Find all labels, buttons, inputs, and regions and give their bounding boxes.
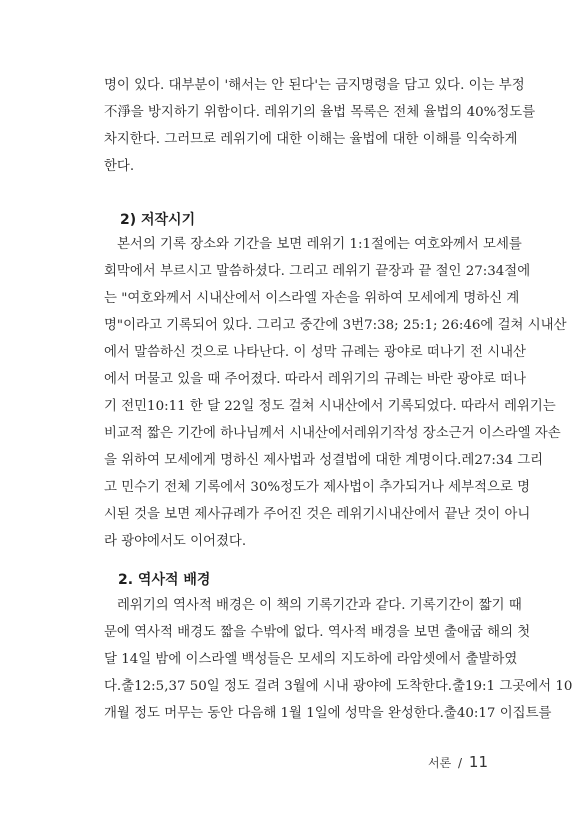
section-heading: 2. 역사적 배경 [118, 572, 211, 588]
paragraph-line: 회막에서 부르시고 말씀하셨다. 그리고 레위기 끝장과 끝 절인 27:34절에 [104, 264, 531, 279]
footer-section-label: 서론 [428, 756, 452, 770]
paragraph-line: 에서 머물고 있을 때 주어졌다. 따라서 레위기의 규례는 바란 광야로 떠나 [104, 372, 526, 387]
paragraph-line: 不淨을 방지하기 위함이다. 레위기의 율법 목록은 전체 율법의 40%정도를 [104, 105, 536, 120]
paragraph-line: 비교적 짧은 기간에 하나님께서 시내산에서레위기작성 장소근거 이스라엘 자손 [104, 426, 561, 441]
page-number: 11 [468, 753, 488, 771]
paragraph-line: 을 위하여 모세에게 명하신 제사법과 성결법에 대한 계명이다.레27:34 그리 [104, 453, 544, 468]
paragraph-line: 명"이라고 기록되어 있다. 그리고 중간에 3번7:38; 25:1; 26:46에 걸쳐 시내산 [104, 318, 567, 333]
paragraph-line: 시된 것을 보면 제사규례가 주어진 것은 레위기시내산에서 끝난 것이 아니 [104, 507, 531, 522]
footer-separator: / [458, 756, 463, 770]
paragraph-line: 다.출12:5,37 50일 정도 걸려 3월에 시내 광야에 도착한다.출19:1 그곳에서 10 [104, 679, 572, 694]
paragraph-line: 에서 말씀하신 것으로 나타난다. 이 성막 규례는 광야로 떠나기 전 시내산 [104, 345, 526, 360]
paragraph-line: 차지한다. 그러므로 레위기에 대한 이해는 율법에 대한 이해를 익숙하게 [104, 132, 518, 147]
paragraph-line: 고 민수기 전체 기록에서 30%정도가 제사법이 추가되거나 세부적으로 명 [104, 480, 531, 495]
paragraph-line: 개월 정도 머무는 동안 다음해 1월 1일에 성막을 완성한다.출40:17 이집트를 [104, 706, 552, 721]
paragraph-line: 달 14일 밤에 이스라엘 백성들은 모세의 지도하에 라암셋에서 출발하였 [104, 652, 518, 667]
paragraph-line: 명이 있다. 대부분이 '해서는 안 된다'는 금지명령을 담고 있다. 이는 부정 [104, 78, 525, 93]
paragraph-line: 는 "여호와께서 시내산에서 이스라엘 자손을 위하여 모세에게 명하신 계 [104, 291, 520, 306]
page-footer [0, 753, 488, 771]
section-heading: 2) 저작시기 [120, 212, 196, 228]
paragraph-line: 기 전민10:11 한 달 22일 정도 걸쳐 시내산에서 기록되었다. 따라서 레위기는 [104, 399, 556, 414]
paragraph-line: 본서의 기록 장소와 기간을 보면 레위기 1:1절에는 여호와께서 모세를 [117, 237, 522, 252]
paragraph-line: 한다. [104, 159, 135, 174]
paragraph-line: 라 광야에서도 이어졌다. [104, 534, 247, 549]
paragraph-line: 레위기의 역사적 배경은 이 책의 기록기간과 같다. 기록기간이 짧기 때 [117, 598, 522, 613]
paragraph-line: 문에 역사적 배경도 짧을 수밖에 없다. 역사적 배경을 보면 출애굽 해의 첫 [104, 625, 531, 640]
